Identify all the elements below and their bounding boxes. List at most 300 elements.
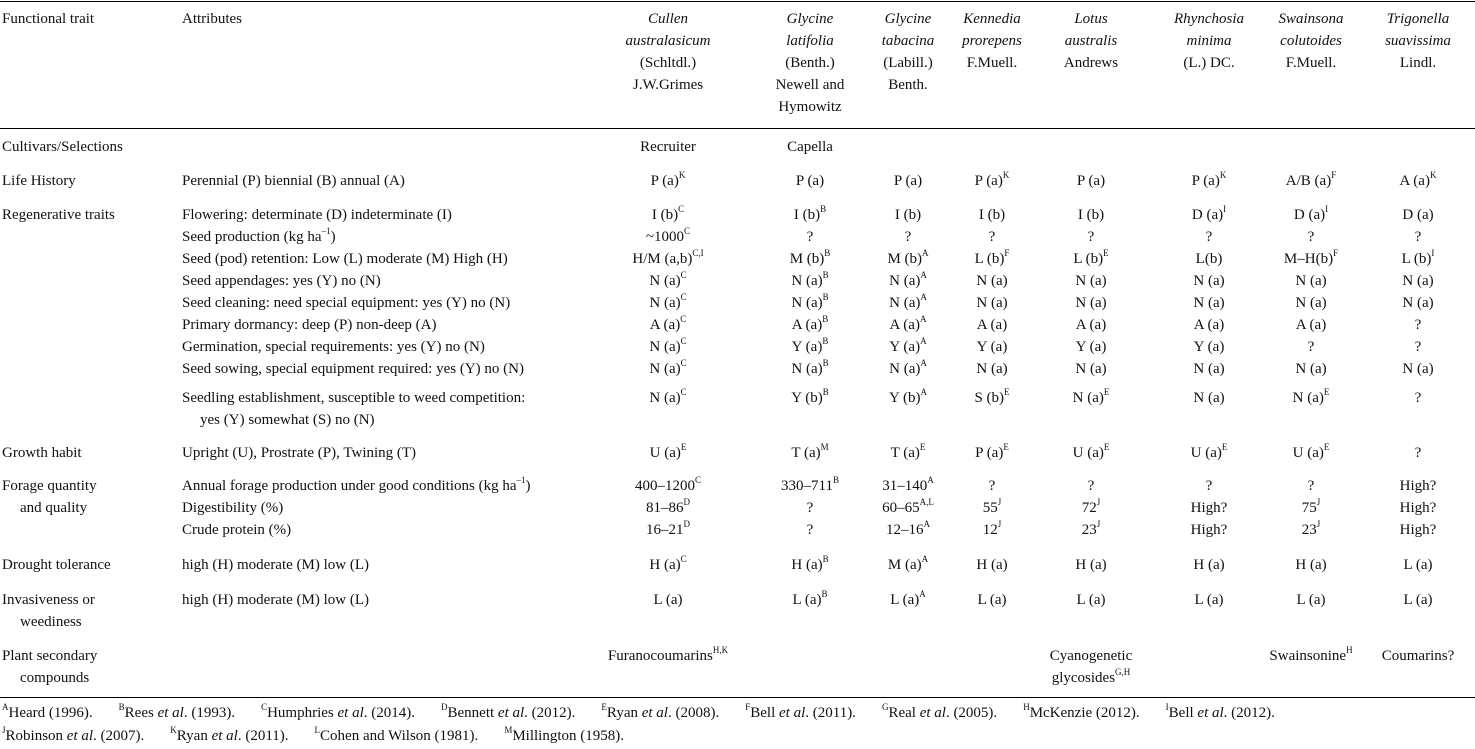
table-cell: [868, 358, 948, 380]
cell-text: ?: [1414, 390, 1422, 406]
footnote-year: . (2007).: [93, 728, 145, 744]
footnote-reference: [504, 725, 624, 744]
attribute-text: [182, 270, 381, 292]
cell-text: 330–711: [781, 478, 833, 494]
footnote-marker: K: [170, 725, 177, 735]
cell-text: ~1000: [645, 229, 685, 245]
attribute-label: Perennial (P) biennial (B) annual (A): [182, 173, 405, 189]
citation-superscript: B: [820, 204, 827, 214]
table-cell: [952, 442, 1032, 464]
table-cell: [1041, 475, 1141, 497]
header-functional-trait: Functional trait: [2, 11, 95, 27]
trait-category-text: and quality: [20, 500, 88, 516]
species-header: [1159, 8, 1259, 74]
table-cell: [1041, 442, 1141, 464]
table-cell: [1041, 497, 1141, 519]
species-authority: Lindl.: [1399, 55, 1437, 71]
cell-text: H/M (a,b): [632, 251, 693, 267]
footnote-author: Cohen and Wilson (1981).: [320, 728, 479, 744]
cell-text: D (a): [1191, 207, 1224, 223]
footnote-author: Rees: [124, 705, 158, 721]
cell-text: 23: [1301, 522, 1317, 538]
citation-superscript: I: [1431, 248, 1435, 258]
species-name: prorepens: [962, 33, 1022, 49]
citation-superscript: C: [694, 475, 701, 485]
table-cell: [593, 270, 743, 292]
citation-superscript: C: [680, 270, 687, 280]
table-cell: [1159, 442, 1259, 464]
footnote-author: Ryan: [176, 728, 212, 744]
attribute-label-tail: ): [525, 478, 531, 494]
citation-superscript: C: [684, 226, 691, 236]
cell-text: Cyanogenetic: [1049, 648, 1133, 664]
footnote-etal: et al: [497, 705, 525, 721]
cell-text: P (a): [893, 173, 923, 189]
attribute-text: [182, 336, 485, 358]
citation-superscript: K: [678, 170, 686, 180]
cell-text: L (a): [1194, 592, 1224, 608]
cell-text: ?: [1307, 339, 1315, 355]
footnote-author: Humphries: [267, 705, 338, 721]
trait-category-text: Forage quantity: [2, 478, 97, 494]
cell-text: N (a): [1193, 295, 1225, 311]
cell-text: N (a): [1292, 390, 1324, 406]
table-cell: [1256, 204, 1366, 226]
table-cell: [1159, 589, 1259, 611]
footnote-reference: [441, 702, 576, 721]
cell-text: L (b): [1073, 251, 1104, 267]
footnote-reference: [261, 702, 416, 721]
table-cell: [593, 519, 743, 541]
cell-text: D (a): [1402, 207, 1434, 223]
table-cell: [868, 270, 948, 292]
attribute-label: Upright (U), Prostrate (P), Twining (T): [182, 445, 417, 461]
table-cell: [1256, 270, 1366, 292]
table-cell: [1159, 519, 1259, 541]
cell-text: N (a): [1072, 390, 1104, 406]
cell-text: N (a): [1295, 295, 1327, 311]
trait-category: [2, 589, 95, 633]
table-cell: [1368, 270, 1468, 292]
header-rule: [0, 128, 1475, 129]
cell-text: High?: [1190, 500, 1228, 516]
table-cell: [593, 292, 743, 314]
citation-superscript: I: [1223, 204, 1227, 214]
table-cell: [1256, 170, 1366, 192]
footnote-author: Bell: [750, 705, 779, 721]
attribute-label: Crude protein (%): [182, 522, 292, 538]
attribute-text: [182, 589, 369, 611]
cell-text: ?: [904, 229, 912, 245]
cell-text: M (a): [887, 557, 922, 573]
species-header: [1368, 8, 1468, 74]
cell-text: A (a): [1399, 173, 1430, 189]
cell-text: I (b): [894, 207, 922, 223]
species-authority: Benth.: [888, 77, 928, 93]
table-cell: [1368, 358, 1468, 380]
cell-text: ?: [1087, 478, 1095, 494]
citation-superscript: B: [822, 358, 829, 368]
trait-category: [2, 645, 97, 689]
table-cell: [868, 475, 948, 497]
table-cell: [868, 336, 948, 358]
cell-text: A (a): [1295, 317, 1327, 333]
footnote-marker: B: [118, 702, 125, 712]
table-cell: [593, 314, 743, 336]
cell-text: 60–65: [882, 500, 920, 516]
table-cell: [1159, 270, 1259, 292]
table-cell: [1256, 358, 1366, 380]
table-cell: [952, 387, 1032, 409]
cell-text: ?: [806, 229, 814, 245]
table-cell: [1159, 475, 1259, 497]
cell-text: L (a): [792, 592, 822, 608]
table-cell: [593, 442, 743, 464]
cell-text: 31–140: [882, 478, 928, 494]
table-cell: [1368, 497, 1468, 519]
attribute-label: Primary dormancy: deep (P) non-deep (A): [182, 317, 437, 333]
table-cell: [1368, 204, 1468, 226]
attribute-text: [182, 497, 283, 519]
species-header: [760, 8, 860, 118]
citation-superscript: M: [820, 442, 829, 452]
table-cell: [1368, 589, 1468, 611]
cell-text: A (a): [649, 317, 681, 333]
cell-text: 81–86: [646, 500, 684, 516]
cell-text: High?: [1399, 522, 1437, 538]
cell-text: ?: [1205, 229, 1213, 245]
species-name: minima: [1186, 33, 1232, 49]
species-authority: J.W.Grimes: [632, 77, 704, 93]
table-cell: [1256, 314, 1366, 336]
cell-text: H (a): [1295, 557, 1327, 573]
citation-superscript: E: [1323, 442, 1330, 452]
footnote-marker: C: [261, 702, 268, 712]
table-cell: [868, 226, 948, 248]
citation-superscript: A,L: [919, 497, 934, 507]
footnote-year: . (2005).: [945, 705, 998, 721]
table-cell: [760, 270, 860, 292]
cell-text: H (a): [1193, 557, 1225, 573]
citation-superscript: E: [1003, 442, 1009, 452]
footnote-marker: L: [314, 725, 321, 735]
citation-superscript: K: [1219, 170, 1227, 180]
table-cell: [1368, 475, 1468, 497]
cell-text: Swainsonine: [1269, 648, 1347, 664]
table-cell: [1256, 519, 1366, 541]
cell-text: N (a): [1402, 361, 1434, 377]
cell-text: U (a): [1292, 445, 1324, 461]
table-cell: [760, 554, 860, 576]
table-cell: [1159, 314, 1259, 336]
citation-superscript: E: [1103, 248, 1109, 258]
cell-text: 400–1200: [634, 478, 695, 494]
species-name: Kennedia: [963, 11, 1021, 27]
cell-text: N (a): [1075, 273, 1107, 289]
footnote-reference: [118, 702, 236, 721]
table-cell: [1159, 554, 1259, 576]
footnote-author: Bell: [1168, 705, 1198, 721]
cell-text: L (a): [1403, 557, 1433, 573]
citation-superscript: E: [1221, 442, 1228, 452]
cell-text: L (a): [1076, 592, 1106, 608]
footnote-etal: et al: [211, 728, 238, 744]
footnote-marker: G: [881, 702, 889, 712]
table-cell: [952, 336, 1032, 358]
top-rule: [0, 1, 1475, 2]
cell-text: A (a): [976, 317, 1008, 333]
cell-text: L (b): [974, 251, 1005, 267]
citation-superscript: A: [919, 589, 926, 599]
table-cell: [1368, 645, 1468, 667]
attribute-label: Seedling establishment, susceptible to weed competition:: [182, 390, 526, 406]
species-header: [1041, 8, 1141, 74]
citation-superscript: C: [680, 387, 687, 397]
trait-category: [2, 442, 82, 464]
cell-text: I (b): [793, 207, 821, 223]
species-name: australasicum: [625, 33, 711, 49]
species-name: Glycine: [884, 11, 932, 27]
attribute-text: [182, 292, 510, 314]
cell-text: A (a): [1075, 317, 1107, 333]
footnote-marker: E: [601, 702, 607, 712]
species-authority: (Labill.): [883, 55, 933, 71]
table-cell: [593, 387, 743, 409]
footnote-author: Heard (1996).: [8, 705, 93, 721]
citation-superscript: C: [678, 204, 685, 214]
table-cell: [1368, 554, 1468, 576]
footnote-etal: et al: [1197, 705, 1224, 721]
citation-superscript: K: [1002, 170, 1010, 180]
cell-text: D (a): [1293, 207, 1326, 223]
table-cell: [952, 475, 1032, 497]
footnote-reference: [881, 702, 998, 721]
table-cell: [760, 358, 860, 380]
table-cell: [593, 645, 743, 667]
cell-text: A (a): [889, 317, 920, 333]
citation-superscript: E: [1323, 387, 1330, 397]
cell-text: L (a): [1296, 592, 1326, 608]
citation-superscript: B: [822, 336, 829, 346]
footnote-reference: [1023, 702, 1140, 721]
footnote-etal: et al: [337, 705, 364, 721]
table-cell: [952, 204, 1032, 226]
table-cell: [1256, 554, 1366, 576]
cell-text: U (a): [649, 445, 681, 461]
footnote-author: Ryan: [606, 705, 642, 721]
citation-superscript: B: [824, 248, 831, 258]
table-cell: [1041, 226, 1141, 248]
cell-text: S (b): [974, 390, 1005, 406]
trait-category-text: Invasiveness or: [2, 592, 95, 608]
citation-superscript: I: [1325, 204, 1329, 214]
citation-superscript: C,I: [692, 248, 704, 258]
cell-text: N (a): [649, 361, 681, 377]
cell-text: N (a): [976, 295, 1008, 311]
table-cell: [1368, 519, 1468, 541]
cell-text: High?: [1399, 478, 1437, 494]
cell-text: 16–21: [646, 522, 684, 538]
citation-superscript: F: [1331, 170, 1337, 180]
cell-text: N (a): [976, 361, 1008, 377]
cell-text: U (a): [1190, 445, 1222, 461]
table-cell: [760, 204, 860, 226]
attribute-text: [182, 387, 525, 431]
cell-text: I (b): [978, 207, 1006, 223]
footnote-year: . (1993).: [183, 705, 236, 721]
cell-text: ?: [988, 229, 996, 245]
footnote-author: McKenzie (2012).: [1029, 705, 1140, 721]
citation-superscript: E: [919, 442, 926, 452]
table-cell: [952, 519, 1032, 541]
table-cell: [1256, 387, 1366, 409]
table-cell: [1041, 204, 1141, 226]
attribute-label: Seed sowing, special equipment required: yes (Y) no (N): [182, 361, 524, 377]
cell-text: H (a): [649, 557, 681, 573]
table-cell: [593, 589, 743, 611]
citation-superscript: A: [920, 292, 927, 302]
citation-superscript: C: [680, 314, 687, 324]
footnote-year: . (2012).: [1223, 705, 1275, 721]
species-authority: (Schltdl.): [639, 55, 697, 71]
cell-text: Y (a): [889, 339, 921, 355]
citation-superscript: A: [923, 519, 930, 529]
table-cell: [760, 226, 860, 248]
footnote-reference: [2, 702, 93, 721]
footnote-author: Robinson: [5, 728, 67, 744]
cell-text: L (a): [890, 592, 920, 608]
cell-text: ?: [806, 522, 814, 538]
table-cell: [952, 554, 1032, 576]
citation-superscript: J: [997, 497, 1002, 507]
cell-text: ?: [1414, 229, 1422, 245]
attribute-text: [182, 170, 405, 192]
cell-text: ?: [1414, 339, 1422, 355]
attribute-text: [182, 475, 531, 497]
table-cell: [1041, 170, 1141, 192]
cell-text: N (a): [1295, 273, 1327, 289]
cell-text: Y (a): [976, 339, 1008, 355]
cell-text: N (a): [976, 273, 1008, 289]
species-name: Swainsona: [1278, 11, 1344, 27]
table-cell: [760, 314, 860, 336]
cell-text: N (a): [791, 273, 823, 289]
table-cell: [760, 519, 860, 541]
table-cell: [593, 170, 743, 192]
citation-superscript: C: [680, 358, 687, 368]
table-cell: [1368, 170, 1468, 192]
cell-text: 23: [1081, 522, 1097, 538]
species-header: [593, 8, 743, 96]
footnote-reference: [601, 702, 720, 721]
cell-text: H (a): [1075, 557, 1107, 573]
cell-text: N (a): [1193, 361, 1225, 377]
table-cell: [760, 589, 860, 611]
cell-text: 75: [1301, 500, 1317, 516]
cell-text: N (a): [1402, 273, 1434, 289]
cell-text: L (a): [977, 592, 1007, 608]
table-cell: [1041, 314, 1141, 336]
cell-text: A/B (a): [1285, 173, 1332, 189]
cell-text: N (a): [1193, 390, 1225, 406]
table-cell: [1368, 336, 1468, 358]
cell-text: P (a): [974, 173, 1003, 189]
table-cell: [952, 226, 1032, 248]
footnote-etal: et al: [641, 705, 668, 721]
table-cell: [593, 497, 743, 519]
footnote-reference: [2, 725, 145, 744]
table-cell: [1256, 292, 1366, 314]
citation-superscript: A: [919, 314, 927, 324]
citation-superscript: B: [822, 387, 829, 397]
attribute-text: [182, 442, 416, 464]
citation-superscript: J: [1316, 519, 1321, 529]
cell-text: U (a): [1072, 445, 1104, 461]
table-cell: [1041, 589, 1141, 611]
footnote-etal: et al: [779, 705, 806, 721]
footnote-marker: A: [2, 702, 9, 712]
cell-text: M–H(b): [1283, 251, 1334, 267]
trait-category-text: Plant secondary: [2, 648, 98, 664]
trait-category: [2, 170, 76, 192]
cell-text: N (a): [649, 295, 681, 311]
table-cell: [868, 170, 948, 192]
citation-superscript: A: [920, 336, 927, 346]
attribute-text: [182, 554, 369, 576]
cell-text: P (a): [650, 173, 679, 189]
trait-category: [2, 475, 97, 519]
species-authority: Hymowitz: [778, 99, 842, 115]
cell-text: M (b): [789, 251, 825, 267]
cell-text: N (a): [791, 361, 823, 377]
table-cell: [1256, 226, 1366, 248]
header-attributes: Attributes: [182, 11, 242, 27]
citation-superscript: H,K: [712, 645, 729, 655]
citation-superscript: D: [683, 497, 690, 507]
table-cell: [593, 204, 743, 226]
cell-text: ?: [1414, 317, 1422, 333]
table-cell: [593, 336, 743, 358]
species-authority: Newell and: [775, 77, 845, 93]
table-cell: [760, 292, 860, 314]
cell-text: N (a): [791, 295, 823, 311]
species-authority: F.Muell.: [966, 55, 1018, 71]
table-cell: [1041, 554, 1141, 576]
cell-text: Y (a): [791, 339, 823, 355]
cell-text: L (a): [653, 592, 683, 608]
citation-superscript: A: [922, 248, 929, 258]
table-cell: [760, 170, 860, 192]
cell-text: L(b): [1195, 251, 1223, 267]
cell-text: 55: [982, 500, 998, 516]
table-cell: [868, 248, 948, 270]
trait-category: [2, 554, 111, 576]
cell-text: N (a): [1295, 361, 1327, 377]
species-header: [1256, 8, 1366, 74]
table-cell: [1256, 589, 1366, 611]
attribute-text: [182, 358, 524, 380]
footnote-marker: I: [1165, 702, 1169, 712]
cell-text: Capella: [787, 139, 833, 155]
table-cell: [1041, 519, 1141, 541]
attribute-label: high (H) moderate (M) low (L): [182, 557, 370, 573]
cell-text: M (b): [887, 251, 923, 267]
cell-text: N (a): [1075, 295, 1107, 311]
cell-text: L (b): [1401, 251, 1432, 267]
cell-text: N (a): [1075, 361, 1107, 377]
cell-text: ?: [1307, 478, 1315, 494]
citation-superscript: A: [921, 554, 929, 564]
